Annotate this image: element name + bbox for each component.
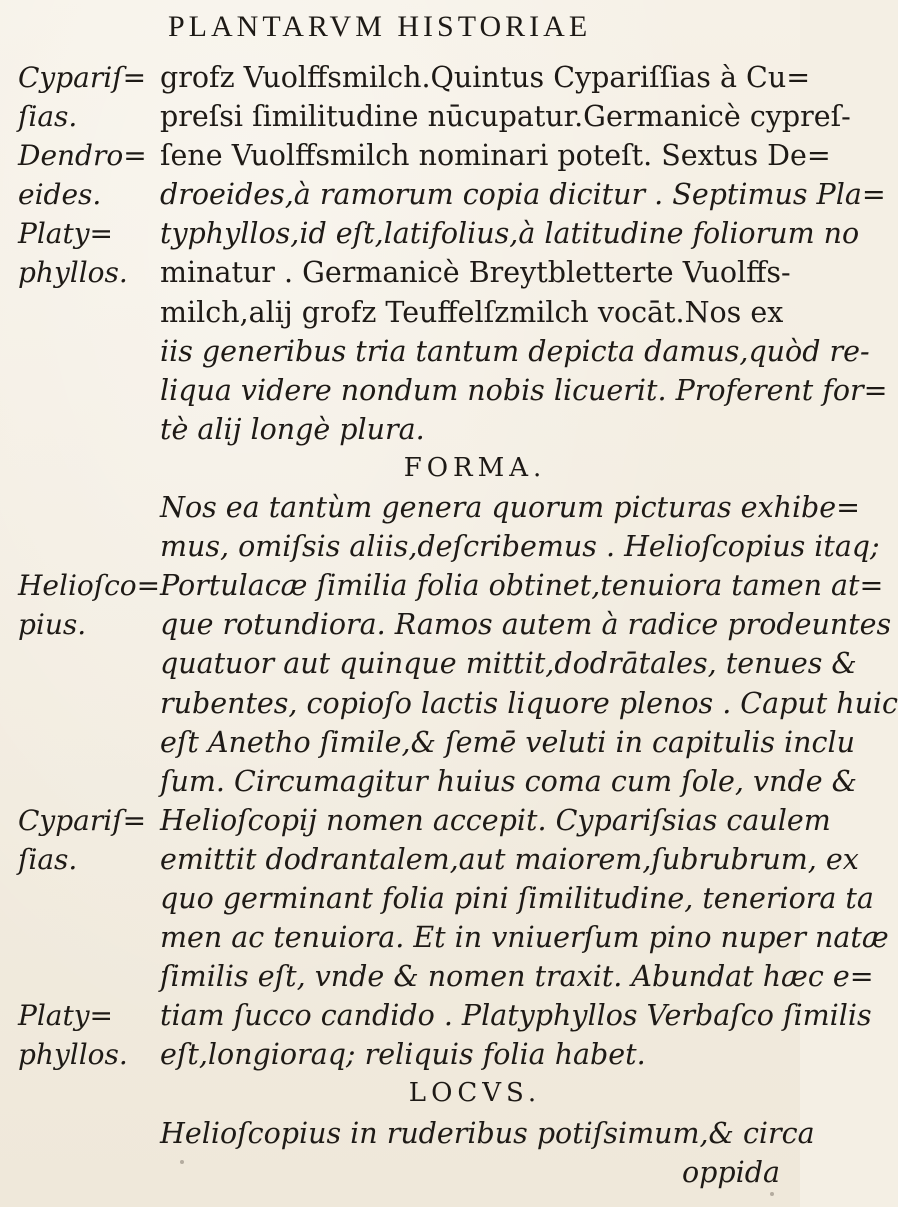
text-line: rubentes, copioſo lactis liquore plenos . Caput huic [160, 686, 898, 720]
text-line: eſt,longioraq; reliquis folia habet. [160, 1038, 646, 1072]
text-line: oppida [682, 1155, 780, 1189]
text-line: emittit dodrantalem,aut maiorem,ſubrubrum, ex [160, 842, 859, 876]
margin-note: ſias. [18, 842, 78, 876]
margin-note: ſias. [18, 100, 78, 134]
text-line: iis generibus tria tantum depicta damus,quòd re- [160, 334, 870, 368]
ink-speck [770, 1192, 774, 1196]
text-line: quo germinant folia pini ſimilitudine, teneriora ta [160, 881, 874, 915]
margin-note: Platy= [18, 217, 114, 251]
text-line: droeides,à ramorum copia dicitur . Septimus Pla= [160, 178, 886, 212]
margin-notes [18, 58, 161, 1192]
margin-note: Cypariſ= [18, 803, 147, 837]
section-heading: FORMA. [403, 452, 547, 483]
text-line: men ac tenuiora. Et in vniuerſum pino nuper natæ [160, 921, 889, 955]
running-head: PLANTARVM HISTORIAE [168, 10, 592, 43]
text-line: minatur . Germanicè Breytbletterte Vuolffs- [160, 256, 791, 290]
text-line: liqua videre nondum nobis licuerit. Proferent for= [160, 373, 888, 407]
main-text [160, 58, 898, 1192]
text-line: Nos ea tantùm genera quorum picturas exhibe= [160, 491, 861, 525]
text-line: milch,alij grofz Teuffelſzmilch vocāt.Nos ex [160, 295, 784, 329]
text-line: Helioſcopij nomen accepit. Cypariſsias caulem [160, 803, 831, 837]
text-line: que rotundiora. Ramos autem à radice prodeuntes [160, 608, 892, 642]
text-line: ſum. Circumagitur huius coma cum ſole, vnde & [160, 764, 858, 798]
text-line: tè alij longè plura. [160, 412, 425, 446]
text-line: grofz Vuolffsmilch.Quintus Cypariſſias à Cu= [160, 61, 811, 94]
text-line: typhyllos,id eſt,latifolius,à latitudine foliorum no [160, 217, 860, 251]
section-heading: LOCVS. [408, 1078, 542, 1109]
margin-note: eides. [18, 178, 102, 212]
text-line: quatuor aut quinque mittit,dodrātales, tenues & [160, 647, 857, 681]
margin-note: Dendro= [18, 139, 147, 173]
text-line: eſt Anetho ſimile,& ſemē veluti in capitulis inclu [160, 725, 855, 759]
text-line: ſimilis eſt, vnde & nomen traxit. Abundat hæc e= [160, 960, 874, 994]
margin-note: phyllos. [18, 256, 128, 290]
ink-speck [180, 1160, 184, 1164]
text-line: mus, omiſsis aliis,deſcribemus . Helioſcopius itaq; [160, 530, 880, 564]
text-line: Portulacæ ſimilia folia obtinet,tenuiora tamen at= [160, 569, 884, 603]
margin-note: Helioſco= [18, 569, 161, 603]
margin-note: Cypariſ= [18, 61, 147, 94]
text-line: ſene Vuolffsmilch nominari poteſt. Sextus De= [160, 139, 831, 173]
margin-note: pius. [18, 608, 87, 642]
text-line: Helioſcopius in ruderibus potiſsimum,& circa [160, 1116, 815, 1150]
margin-note: Platy= [18, 999, 114, 1033]
text-line: preſsi ſimilitudine nūcupatur.Germanicè cypreſ- [160, 100, 851, 134]
text-line: tiam ſucco candido . Platyphyllos Verbaſco ſimilis [160, 999, 872, 1033]
margin-note: phyllos. [18, 1038, 128, 1072]
